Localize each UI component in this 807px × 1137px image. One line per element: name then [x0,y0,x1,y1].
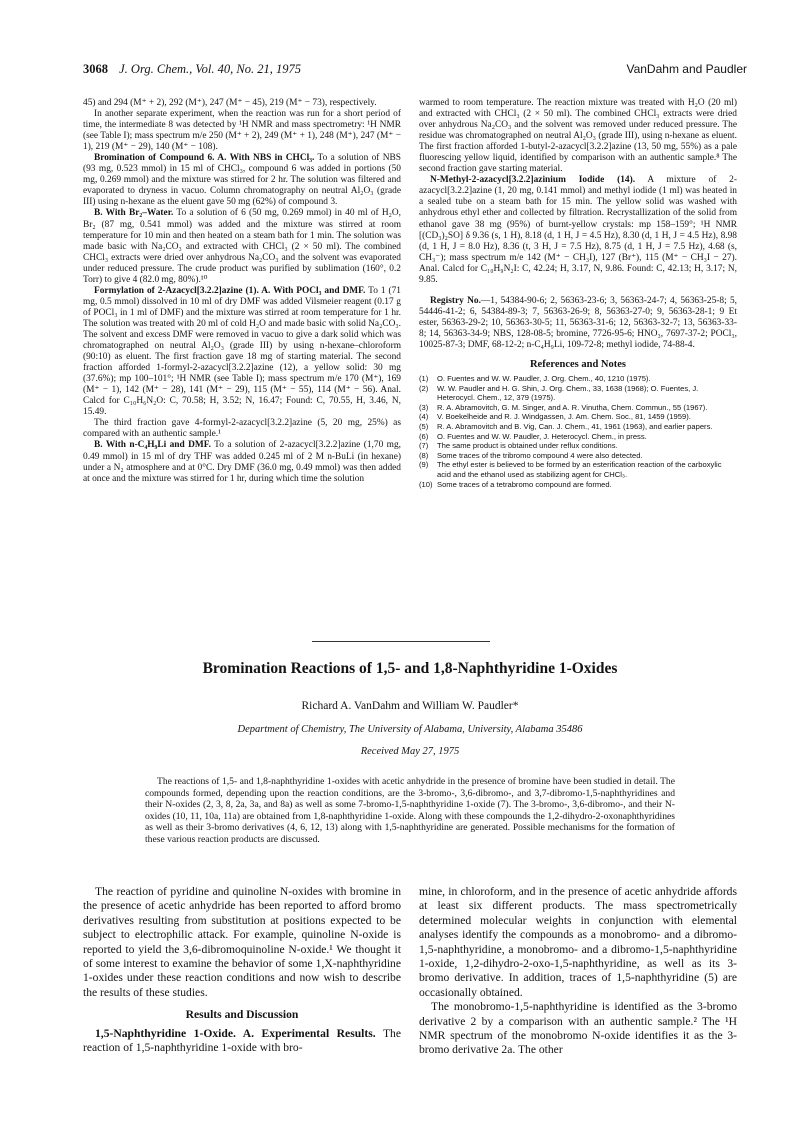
reference-number: (8) [419,450,429,460]
paragraph: mine, in chloroform, and in the presence of acetic anhydride affords at least six different products. The mass spectrometrically determined molecular weights in conjunction with elemental analyses identify the compounds as a monobromo- and a dibromo-1,5-naphthyridine, a monobromo- and a dibromo-1,5-naphthyridine 1-oxide, 1,2-dihydro-2-oxo-1,5-naphthyridine, as well as its 3-bromo derivative. In addition, traces of 1,5-naphthyridine (5) are occasionally obtained. [419,885,737,999]
reference-number: (4) [419,412,429,422]
reference-item [419,460,737,479]
article-divider [312,641,490,642]
run-in-heading: N-Methyl-2-azacycl[3.2.2]azinium Iodide (14). [430,175,636,186]
paragraph [83,286,401,419]
reference-number: (6) [419,431,429,441]
article-title: Bromination Reactions of 1,5- and 1,8-Naphthyridine 1-Oxides [202,660,618,677]
run-in-heading: B. With n-C₄H₉Li and DMF. [94,440,211,451]
paragraph: warmed to room temperature. The reaction mixture was treated with H₂O (20 ml) and extracted with CHCl₃ (2 × 50 ml). The combined CHCl₃ extracts were dried over anhydrous Na₂CO₃ and the solvent was removed under reduced pressure. The residue was chromatographed on neutral Al₂O₃ (grade III), using n-hexane as eluent. The first fraction afforded 1-butyl-2-azacycl[3.2.2]azine (13, 50 mg, 55%) as a pale fluorescing yellow liquid, identified by comparison with an authentic sample.⁸ The second fraction gave starting material. [419,98,737,175]
reference-text: The ethyl ester is believed to be formed by an esterification reaction of the carboxylic acid and the ethanol used as stabilizing agent for CHCl₃. [437,460,722,480]
right-column-experimental [419,98,737,489]
reference-item [419,441,737,451]
reference-item [419,412,737,422]
run-in-heading: 1,5-Naphthyridine 1-Oxide. A. Experimental Results. [95,1026,376,1040]
references-list [419,374,737,489]
affiliation: Department of Chemistry, The University of Alabama, University, Alabama 35486 [237,724,583,735]
reference-item [419,451,737,461]
journal-citation: J. Org. Chem., Vol. 40, No. 21, 1975 [119,62,301,76]
reference-item [419,403,737,413]
reference-number: (7) [419,441,429,451]
registry-numbers [419,296,737,351]
page-number: 3068 [83,62,108,76]
paragraph: The reaction of pyridine and quinoline N-oxides with bromine in the presence of acetic anhydride has been reported to afford bromo derivatives resulting from substitution at positions expected to be subject to electrophilic attack. For example, quinoline N-oxide is reported to yield the 3,6-dibromoquinoline N-oxide.¹ We thought it of some interest to examine the behavior of some 1,X-naphthyridine 1-oxides under these reaction conditions and now wish to describe the results of these studies. [83,885,401,999]
running-authors: VanDahm and Paudler [626,62,747,76]
references-heading: References and Notes [529,359,627,371]
article-authors: Richard A. VanDahm and William W. Paudler* [301,700,519,712]
registry-heading: Registry No. [430,295,481,306]
reference-item [419,422,737,432]
paragraph [83,1027,401,1056]
reference-text: R. A. Abramovitch, G. M. Singer, and A. R. Vinutha, Chem. Commun., 55 (1967). [437,402,708,412]
paragraph: In another separate experiment, when the reaction was run for a short period of time, the intermediate 8 was detected by ¹H NMR and mass spectrometry: ¹H NMR (see Table I); mass spectrum m/e 250 (M⁺ + 2), 249 (M⁺ + 1), 248 (M⁺), 247 (M⁺ − 1), 219 (M⁺ − 29), 140 (M⁺ − 108). [83,109,401,153]
paragraph-text: To a solution of NBS (93 mg, 0.523 mmol) in 15 ml of CHCl₃, compound 6 was added in portions (50 mg, 0.269 mmol) and the mixture was stirred for 2 hr. The solution was filtered and evaporated to dryness in vacuo. Column chromatography on neutral Al₂O₃ (grade III) using n-hexane as the eluent gave 50 mg (62%) of compound 3. [83,153,401,208]
paragraph: 45) and 294 (M⁺ + 2), 292 (M⁺), 247 (M⁺ − 45), 219 (M⁺ − 73), respectively. [83,98,377,108]
reference-text: The same product is obtained under reflux conditions. [437,441,618,451]
reference-text: Some traces of the tribromo compound 4 were also detected. [437,450,643,460]
paragraph-text: To a solution of 2-azacycl[3.2.2]azine (1,70 mg, 0.49 mmol) in 15 ml of dry THF was added 0.245 ml of 2 M n-BuLi (in hexane) under a N₂ atmosphere and at 0°C. Dry DMF (36.0 mg, 0.49 mmol) was then added at once and the mixture was stirred for 1 hr, during which time the solution [83,440,401,484]
article-body-left [83,885,401,1055]
paragraph-text: To a solution of 6 (50 mg, 0.269 mmol) in 40 ml of H₂O, Br₂ (87 mg, 0.541 mmol) was added and the mixture was stirred at room temperature for 10 min and then heated on a steam bath for 1 min. The solution was made basic with Na₂CO₃ and extracted with CHCl₃ (2 × 50 ml). The combined CHCl₃ extracts were dried over anhydrous Na₂CO₃ and the solvent was evaporated under reduced pressure. The crude product was purified by sublimation (160°, 0.2 Torr) to give 4 (82.0 mg, 80%).¹⁰ [83,208,401,285]
reference-number: (2) [419,383,429,393]
run-in-heading: Bromination of Compound 6. A. With NBS in CHCl₃. [94,153,315,164]
paragraph [83,208,401,285]
reference-text: V. Boekelheide and R. J. Windgassen, J. Am. Chem. Soc., 81, 1459 (1959). [437,412,691,422]
paragraph [419,175,737,285]
reference-text: O. Fuentes and W. W. Paudler, J. Org. Chem., 40, 1210 (1975). [437,374,651,384]
paragraph [83,153,401,208]
reference-number: (9) [419,460,429,470]
paragraph-text: To 1 (71 mg, 0.5 mmol) dissolved in 10 ml of dry DMF was added Vilsmeier reagent (0.17 g of POCl₃ in 1 ml of DMF) and the mixture was stirred at room temperature for 1 hr. The solution was treated with 20 ml of cold H₂O and made basic with solid Na₂CO₃. The solvent and excess DMF were removed in vacuo to give a dark solid which was chromatographed on neutral Al₂O₃ (grade III) by using n-hexane–chloroform (90:10) as eluent. The first fraction gave 18 mg of starting material. The second fraction afforded 1-formyl-2-azacycl[3.2.2]azine (12), a yellow solid: 30 mg (37.6%); mp 100–101°; ¹H NMR (see Table I); mass spectrum m/e 170 (M⁺), 169 (M⁺ − 1), 142 (M⁺ − 28), 141 (M⁺ − 29), 115 (M⁺ − 55), 114 (M⁺ − 56). Anal. Calcd for C₁₀H₆N₂O: C, 70.58; H, 3.52; N, 16.47; Found: C, 70.55, H, 3.46, N, 15.49. [83,285,401,418]
reference-text: R. A. Abramovitch and B. Vig, Can. J. Chem., 41, 1961 (1963), and earlier papers. [437,422,713,432]
paragraph: The third fraction gave 4-formyl-2-azacycl[3.2.2]azine (5, 20 mg, 25%) as compared with an authentic sample.¹ [83,418,401,440]
reference-number: (3) [419,402,429,412]
registry-text: —1, 54384-90-6; 2, 56363-23-6; 3, 56363-24-7; 4, 56363-25-8; 5, 54446-41-2; 6, 54384-89-3; 7, 56363-26-9; 8, 56363-27-0; 9, 56363-28-1; 9 Et ester, 56363-29-2; 10, 56363-30-5; 11, 56363-31-6; 12, 56363-32-7; 13, 56363-33-8; 14, 56363-34-9; NBS, 128-08-5; bromine, 7726-95-6; HNO₃, 7697-37-2; POCl₃, 10025-87-3; DMF, 68-12-2; n-C₄H₉Li, 109-72-8; methyl iodide, 74-88-4. [419,295,737,350]
received-date: Received May 27, 1975 [360,746,460,757]
paragraph [83,440,401,484]
running-header [83,62,747,82]
reference-text: W. W. Paudler and H. G. Shin, J. Org. Chem., 33, 1638 (1968); O. Fuentes, J. Heterocycl. Chem., 12, 379 (1975). [437,383,699,403]
reference-number: (10) [419,479,433,489]
section-heading: Results and Discussion [185,1008,299,1022]
reference-item [419,480,737,490]
reference-text: Some traces of a tetrabromo compound are formed. [437,479,612,489]
reference-number: (1) [419,374,429,384]
reference-text: O. Fuentes and W. W. Paudler, J. Heterocycl. Chem., in press. [437,431,647,441]
reference-item [419,384,737,403]
run-in-heading: B. With Br₂–Water. [94,208,174,219]
paragraph-text: A mixture of 2-azacycl[3.2.2]azine (1, 20 mg, 0.141 mmol) and methyl iodide (1 ml) was heated in a sealed tube on a steam bath for 15 min. The yellow solid was washed with anhydrous ethyl ether and collected by filtration. Recrystallization of the solid from ethanol gave 38 mg (95%) of burnt-yellow crystals: mp 158–159°; ¹H NMR [(CD₃)₂SO] δ 9.36 (s, 1 H), 8.18 (d, 1 H, J = 4.5 Hz), 8.30 (d, 1 H, J = 4.5 Hz), 8.98 (d, 1 H, J = 8.0 Hz), 8.36 (t, 3 H, J = 7.5 Hz), 8.75 (d, 1 H, J = 7.5 Hz), 4.68 (s, CH₃⁻); mass spectrum m/e 142 (M⁺ − CH₃I), 127 (Br⁺), 115 (M⁺ − CH₃I − 27). Anal. Calcd for C₁₀H₉N₂I: C, 42.24; H, 3.17, N, 9.86. Found: C, 42.13; H, 3.17; N, 9.85. [419,175,737,285]
run-in-heading: Formylation of 2-Azacycl[3.2.2]azine (1). A. With POCl₃ and DMF. [94,285,366,296]
left-column-experimental [83,98,401,485]
reference-number: (5) [419,422,429,432]
abstract: The reactions of 1,5- and 1,8-naphthyridine 1-oxides with acetic anhydride in the presence of bromine have been studied in detail. The compounds formed, depending upon the reaction conditions, are the 3-bromo-, 3,6-dibromo-, and 3,7-dibromo-1,5-naphthyridines and their N-oxides (2, 3, 8, 2a, 3a, and 8a) as well as some 7-bromo-1,5-naphthyridine 1-oxide (7). The 3-bromo-, 3,6-dibromo-, and their N-oxides (10, 11, 10a, 11a) are obtained from 1,8-naphthyridine 1-oxide. Along with these compounds the 1,2-dihydro-2-oxonaphthyridines as well as their 3-bromo derivatives (4, 6, 12, 13) along with 1,5-naphthyridine are generated. Possible mechanisms for the formation of these various reaction products are discussed. [145,776,675,845]
article-body-right [419,885,737,1058]
paragraph-text: The reaction of 1,5-naphthyridine 1-oxide with bro- [83,1026,401,1055]
reference-item [419,374,737,384]
paragraph: The monobromo-1,5-naphthyridine is identified as the 3-bromo derivative 2 by a comparison with an authentic sample.² The ¹H NMR spectrum of the monobromo N-oxide identifies it as the 3-bromo derivative 2a. The other [419,1000,737,1057]
reference-item [419,432,737,442]
